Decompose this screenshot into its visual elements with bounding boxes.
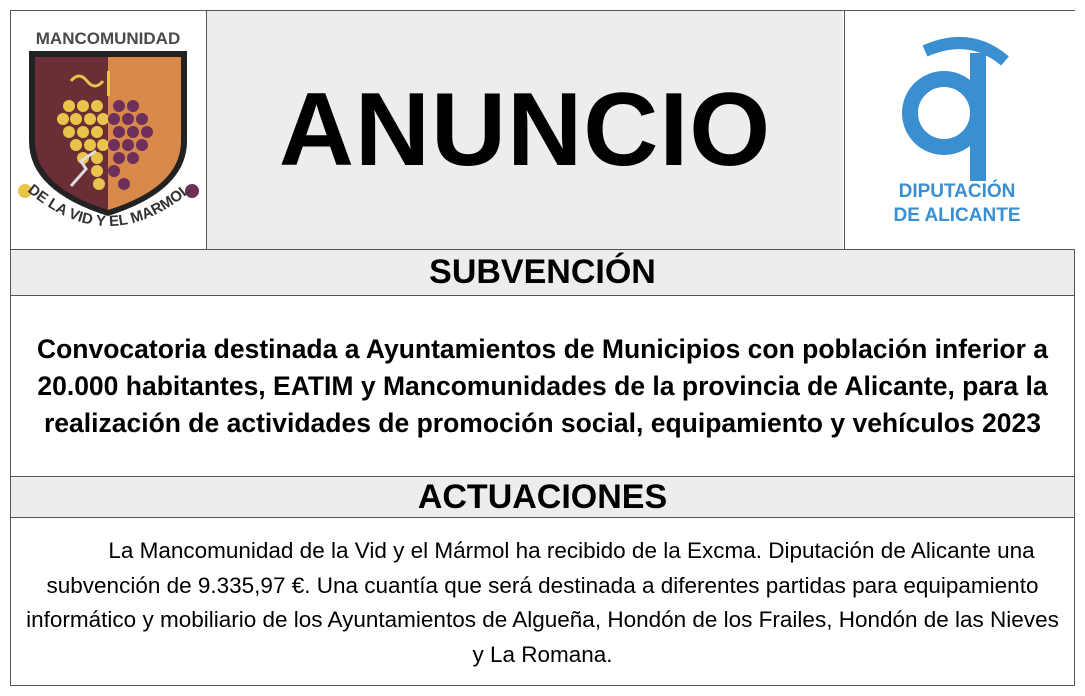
section-heading-subvencion [11, 250, 1074, 296]
body-block [11, 519, 1074, 687]
announcement-sheet [10, 10, 1075, 686]
header-row [11, 11, 1074, 250]
section-heading-text: ACTUACIONES [417, 477, 668, 516]
diputacion-logo-cell [844, 11, 1077, 249]
mancomunidad-logo-cell [11, 11, 207, 249]
diputacion-logo-icon [845, 11, 1077, 249]
section-heading-actuaciones [11, 476, 1074, 518]
section-heading-text: SUBVENCIÓN [429, 253, 656, 291]
body-paragraph: La Mancomunidad de la Vid y el Mármol ha recibido de la Excma. Diputación de Alicante una subvención de 9.335,97 €. Una cuantía que será destinada a diferentes partidas para equipamiento informático y mobiliario de los Ayuntamientos de Algueña, Hondón de los Frailes, Hondón de las Nieves y La Romana. [26, 538, 1059, 667]
convocatoria-block [11, 296, 1074, 476]
page-title: ANUNCIO [278, 71, 772, 188]
diputacion-line1: DIPUTACIÓN [898, 181, 1016, 202]
logo-bottom-text: DE LA VID Y EL MARMOL [24, 180, 194, 231]
convocatoria-text: Convocatoria destinada a Ayuntamientos de Municipios con población inferior a 20.000 habitantes, EATIM y Mancomunidades de la provincia de Alicante, para la realización de actividades de promoción social, equipamiento y vehículos 2023 [36, 333, 1049, 438]
logo-top-text: MANCOMUNIDAD [35, 29, 181, 48]
diputacion-line2: DE ALICANTE [893, 205, 1021, 226]
title-cell [207, 11, 843, 249]
mancomunidad-shield-icon [11, 11, 206, 249]
